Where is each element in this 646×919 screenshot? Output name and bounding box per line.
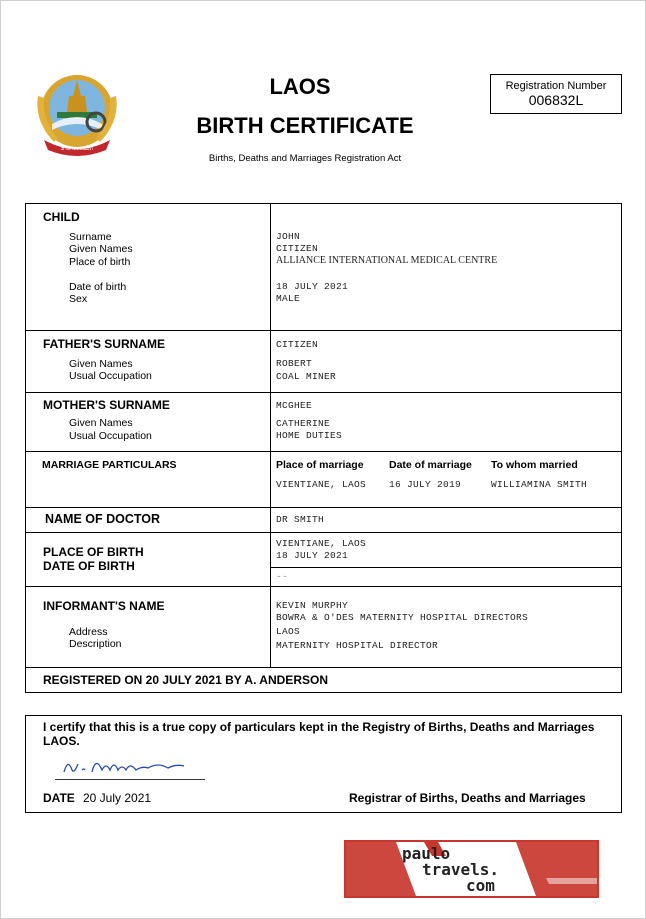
child-heading: CHILD: [43, 210, 80, 224]
father-occupation-label: Usual Occupation: [69, 370, 152, 382]
informant-org-value: BOWRA & O'DES MATERNITY HOSPITAL DIRECTORS: [276, 612, 529, 623]
child-surname-label: Surname: [69, 231, 112, 243]
emblem-text: ສາທາລະນະລັດ: [61, 146, 93, 152]
child-place-label: Place of birth: [69, 256, 131, 268]
mother-given-value: CATHERINE: [276, 418, 331, 429]
marriage-col-date: Date of marriage: [389, 459, 472, 471]
marriage-whom-value: WILLIAMINA SMITH: [491, 479, 588, 490]
document-title: BIRTH CERTIFICATE: [196, 113, 414, 138]
child-sex-value: MALE: [276, 293, 301, 304]
birth-date-value: 18 JULY 2021: [276, 550, 349, 561]
signature-line: [55, 779, 205, 780]
child-dob-label: Date of birth: [69, 281, 127, 293]
father-given-label: Given Names: [69, 358, 133, 370]
marriage-col-whom: To whom married: [491, 459, 578, 471]
child-given-value: CITIZEN: [276, 243, 319, 254]
child-surname-value: JOHN: [276, 231, 301, 242]
informant-description-label: Description: [69, 638, 122, 650]
informant-description-value: MATERNITY HOSPITAL DIRECTOR: [276, 640, 439, 651]
informant-address-value: LAOS: [276, 626, 301, 637]
father-surname-value: CITIZEN: [276, 339, 319, 350]
mother-heading: MOTHER'S SURNAME: [43, 398, 170, 412]
paulo-travels-logo: [344, 840, 599, 898]
father-heading: FATHER'S SURNAME: [43, 337, 165, 351]
informant-address-label: Address: [69, 626, 108, 638]
mother-given-label: Given Names: [69, 417, 133, 429]
informant-name-value: KEVIN MURPHY: [276, 600, 349, 611]
birth-place-value: VIENTIANE, LAOS: [276, 538, 367, 549]
logo-line1: paulo: [402, 844, 451, 863]
act-subtitle: Births, Deaths and Marriages Registration Act: [208, 153, 402, 164]
laos-emblem: [30, 66, 124, 156]
certify-text: I certify that this is a true copy of particulars kept in the Registry of Births, Deaths and Marriages LAOS.: [43, 720, 595, 748]
birth-date-heading: DATE OF BIRTH: [43, 559, 135, 573]
date-value: 20 July 2021: [83, 791, 152, 805]
doctor-name-value: DR SMITH: [276, 514, 325, 525]
doctor-heading: NAME OF DOCTOR: [45, 512, 161, 526]
registration-number: 006832L: [528, 92, 584, 108]
marriage-date-value: 16 JULY 2019: [389, 479, 462, 490]
registration-box: [490, 74, 622, 114]
marriage-heading: MARRIAGE PARTICULARS: [42, 459, 177, 471]
mother-occupation-label: Usual Occupation: [69, 430, 152, 442]
table-divider: [270, 203, 271, 668]
marriage-place-value: VIENTIANE, LAOS: [276, 479, 367, 490]
birth-place-heading: PLACE OF BIRTH: [43, 545, 144, 559]
informant-heading: INFORMANT'S NAME: [43, 599, 165, 613]
child-given-label: Given Names: [69, 243, 133, 255]
country-title: LAOS: [269, 74, 331, 99]
date-label: DATE: [43, 791, 75, 805]
child-place-value: ALLIANCE INTERNATIONAL MEDICAL CENTRE: [276, 255, 498, 266]
child-sex-label: Sex: [69, 293, 88, 305]
mother-occupation-value: HOME DUTIES: [276, 430, 343, 441]
logo-line2: travels.: [422, 860, 500, 879]
registrar-title: Registrar of Births, Deaths and Marriages: [349, 791, 586, 805]
signature: [58, 750, 208, 780]
child-dob-value: 18 JULY 2021: [276, 281, 349, 292]
father-given-value: ROBERT: [276, 358, 313, 369]
mother-surname-value: MCGHEE: [276, 400, 313, 411]
registration-label: Registration Number: [505, 80, 607, 92]
registered-line: REGISTERED ON 20 JULY 2021 BY A. ANDERSON: [43, 673, 328, 687]
birth-extra-value: --: [276, 571, 289, 582]
father-occupation-value: COAL MINER: [276, 371, 337, 382]
marriage-col-place: Place of marriage: [276, 459, 364, 471]
logo-line3: com: [466, 876, 495, 895]
